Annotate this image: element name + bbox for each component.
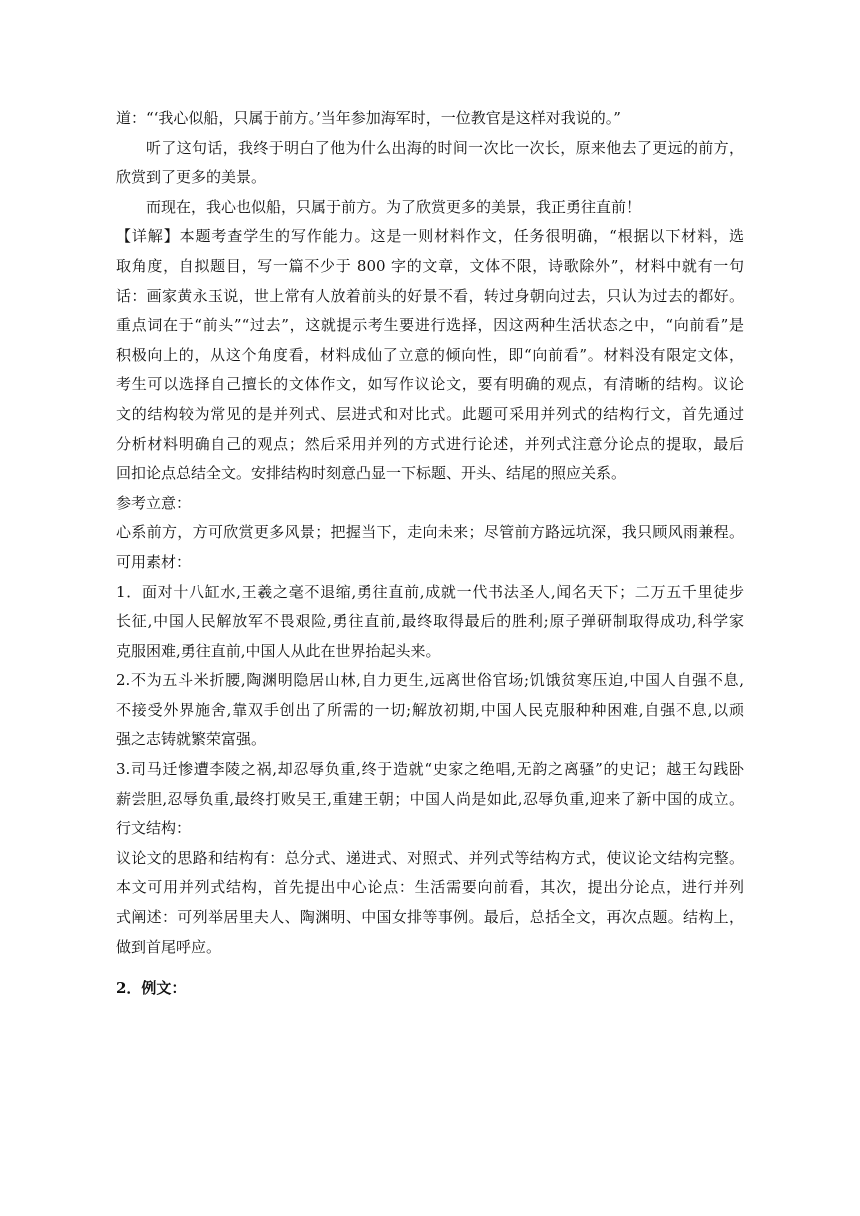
text-line: 考生可以选择自己擅长的文体作文，如写作议论文，要有明确的观点，有清晰的结构。议论 [116,375,744,394]
text-line: 心系前方，方可欣赏更多风景；把握当下，走向未来；尽管前方路远坑深，我只顾风雨兼程。 [116,523,744,542]
text-line: 道：“‘我心似船，只属于前方。’当年参加海军时，一位教官是这样对我说的。” [116,109,621,127]
document-body [116,104,744,1004]
text-line: 【详解】本题考查学生的写作能力。这是一则材料作文，任务很明确，“根据以下材料，选 [116,227,744,246]
text-line: 不接受外界施舍,靠双手创出了所需的一切;解放初期,中国人民克服种种困难,自强不息,以顽 [116,700,744,719]
text-line: 积极向上的，从这个角度看，材料成仙了立意的倾向性，即“向前看”。材料没有限定文体， [116,345,744,364]
text-line: 取角度，自拟题目，写一篇不少于 800 字的文章，文体不限，诗歌除外”，材料中就有一句 [116,256,744,275]
text-line: 克服困难,勇往直前,中国人从此在世界抬起头来。 [116,641,441,660]
text-line: 本文可用并列式结构，首先提出中心论点：生活需要向前看，其次，提出分论点，进行并列 [116,878,744,897]
text-line: 回扣论点总结全文。安排结构时刻意凸显一下标题、开头、结尾的照应关系。 [116,464,627,483]
text-line: 2.不为五斗米折腰,陶渊明隐居山林,自力更生,远离世俗官场;饥饿贫寒压迫,中国人自强不息, [116,671,744,690]
section-label: 参考立意： [116,493,192,512]
text-line: 分析材料明确自己的观点；然后采用并列的方式进行论述，并列式注意分论点的提取，最后 [116,434,744,453]
text-line: 重点词在于“前头”“过去”，这就提示考生要进行选择，因这两种生活状态之中，“向前看”是 [116,316,744,335]
text-line: 而现在，我心也似船，只属于前方。为了欣赏更多的美景，我正勇往直前！ [146,197,642,216]
text-line: 议论文的思路和结构有：总分式、递进式、对照式、并列式等结构方式，使议论文结构完整。 [116,848,744,867]
text-line: 3.司马迁惨遭李陵之祸,却忍辱负重,终于造就“史家之绝唱,无韵之离骚”的史记；越王勾践卧 [116,760,744,779]
text-line: 薪尝胆,忍辱负重,最终打败吴王,重建王朝；中国人尚是如此,忍辱负重,迎来了新中国的成立。 [116,789,744,808]
text-line: 强之志铸就繁荣富强。 [116,730,267,749]
text-line: 式阐述：可列举居里夫人、陶渊明、中国女排等事例。最后，总括全文，再次点题。结构上， [116,908,744,927]
section-label: 可用素材： [116,552,192,571]
text-line: 话：画家黄永玉说，世上常有人放着前头的好景不看，转过身朝向过去，只认为过去的都好。 [116,286,744,305]
spacer [116,962,744,974]
section-label: 行文结构： [116,819,192,838]
text-line: 文的结构较为常见的是并列式、层进式和对比式。此题可采用并列式的结构行文，首先通过 [116,404,744,423]
text-line: 长征,中国人民解放军不畏艰险,勇往直前,最终取得最后的胜利;原子弹研制取得成功,科学家 [116,612,744,631]
text-line: 欣赏到了更多的美景。 [116,168,267,187]
text-line: 做到首尾呼应。 [116,937,222,956]
text-line: 1．面对十八缸水,王羲之毫不退缩,勇往直前,成就一代书法圣人,闻名天下；二万五千里徒步 [116,582,744,601]
section-heading: 2．例文： [116,979,187,998]
text-line: 听了这句话，我终于明白了他为什么出海的时间一次比一次长，原来他去了更远的前方， [146,138,744,157]
